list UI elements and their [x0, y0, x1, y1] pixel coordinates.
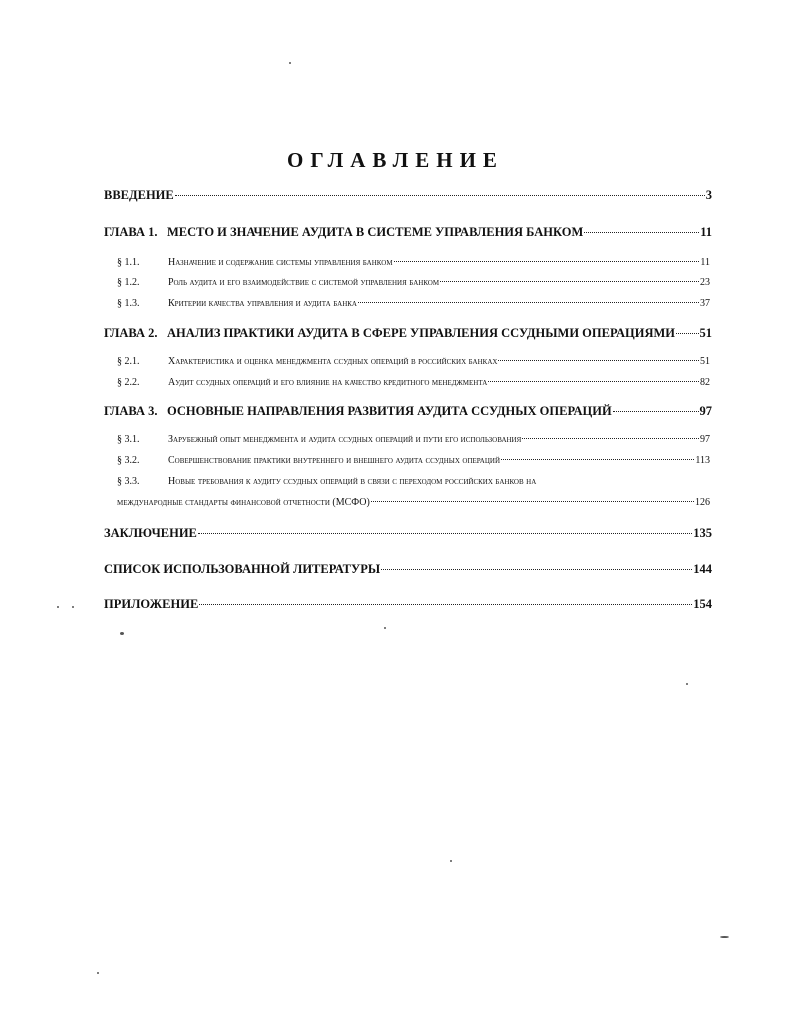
toc-entry-label: Характеристика и оценка менеджмента ссудных операций в российских банках	[168, 356, 498, 367]
toc-section-number: § 1.2.	[117, 277, 140, 288]
toc-page-number: 3	[705, 188, 712, 202]
toc-entry-label: ПРИЛОЖЕНИЕ	[104, 597, 199, 611]
toc-page-number: 82	[700, 377, 710, 388]
toc-page-number: 135	[693, 526, 712, 540]
toc-chapter-number: ГЛАВА 1.	[104, 225, 158, 239]
toc-section-number: § 1.1.	[117, 257, 140, 268]
toc-entry-chapter-3[interactable]	[104, 404, 712, 419]
scan-speck	[450, 860, 452, 862]
dot-leader	[371, 501, 694, 502]
toc-entry-conclusion[interactable]	[104, 526, 712, 541]
toc-entry-section-1-2[interactable]	[117, 277, 710, 288]
toc-entry-label: Совершенствование практики внутреннего и внешнего аудита ссудных операций	[168, 455, 501, 466]
toc-entry-chapter-2[interactable]	[104, 326, 712, 341]
toc-entry-chapter-1[interactable]	[104, 225, 712, 240]
toc-entry-label: ВВЕДЕНИЕ	[104, 188, 174, 202]
toc-section-number: § 3.1.	[117, 434, 140, 445]
toc-entry-label: АНАЛИЗ ПРАКТИКИ АУДИТА В СФЕРЕ УПРАВЛЕНИЯ ССУДНЫМИ ОПЕРАЦИЯМИ	[167, 326, 676, 340]
dot-leader	[501, 459, 694, 460]
toc-page-number: 154	[693, 597, 712, 611]
scan-speck	[720, 936, 729, 938]
toc-section-number: § 1.3.	[117, 298, 140, 309]
toc-section-number: § 2.2.	[117, 377, 140, 388]
toc-entry-section-1-1[interactable]	[117, 257, 710, 268]
dot-leader	[584, 232, 699, 233]
dot-leader	[358, 302, 699, 303]
toc-page-number: 51	[700, 356, 710, 367]
toc-entry-section-3-1[interactable]	[117, 434, 710, 445]
toc-page-number: 51	[699, 326, 712, 340]
toc-entry-label-continued: международные стандарты финансовой отчетности (МСФО)	[117, 497, 370, 508]
toc-entry-label: Роль аудита и его взаимодействие с системой управления банком	[168, 277, 440, 288]
dot-leader	[381, 569, 692, 570]
toc-entry-section-3-3-line2[interactable]	[117, 497, 710, 508]
page-title: ОГЛАВЛЕНИЕ	[287, 148, 504, 172]
toc-page-number: 97	[700, 434, 710, 445]
dot-leader	[198, 533, 692, 534]
toc-page-number: 23	[700, 277, 710, 288]
toc-section-number: § 3.2.	[117, 455, 140, 466]
toc-entry-label: Аудит ссудных операций и его влияние на качество кредитного менеджмента	[168, 377, 488, 388]
toc-page-number: 37	[700, 298, 710, 309]
scan-speck	[72, 606, 74, 608]
dot-leader	[488, 381, 699, 382]
toc-entry-label: Критерии качества управления и аудита банка	[168, 298, 357, 309]
scan-speck	[57, 606, 59, 608]
dot-leader	[175, 195, 705, 196]
toc-entry-bibliography[interactable]	[104, 562, 712, 577]
toc-page-number: 11	[700, 225, 712, 239]
dot-leader	[522, 438, 699, 439]
toc-entry-label: ОСНОВНЫЕ НАПРАВЛЕНИЯ РАЗВИТИЯ АУДИТА ССУДНЫХ ОПЕРАЦИЙ	[167, 404, 612, 418]
toc-section-number: § 3.3.	[117, 476, 140, 487]
toc-page-number: 144	[693, 562, 712, 576]
toc-entry-section-2-2[interactable]	[117, 377, 710, 388]
toc-entry-label: Новые требования к аудиту ссудных операций в связи с переходом российских банков на	[168, 476, 537, 487]
toc-entry-introduction[interactable]	[104, 188, 712, 203]
dot-leader	[676, 333, 698, 334]
toc-entry-label: ЗАКЛЮЧЕНИЕ	[104, 526, 197, 540]
toc-section-number: § 2.1.	[117, 356, 140, 367]
toc-page-number: 11	[700, 257, 710, 268]
toc-entry-appendix[interactable]	[104, 597, 712, 612]
toc-entry-label: Зарубежный опыт менеджмента и аудита ссудных операций и пути его использования	[168, 434, 522, 445]
dot-leader	[440, 281, 699, 282]
toc-entry-label: МЕСТО И ЗНАЧЕНИЕ АУДИТА В СИСТЕМЕ УПРАВЛЕНИЯ БАНКОМ	[167, 225, 584, 239]
scan-speck	[289, 62, 291, 64]
scan-speck	[120, 632, 124, 635]
toc-entry-section-3-2[interactable]	[117, 455, 710, 466]
dot-leader	[199, 604, 692, 605]
scan-speck	[384, 627, 386, 629]
dot-leader	[394, 261, 700, 262]
toc-page-number: 126	[695, 497, 710, 508]
dot-leader	[498, 360, 699, 361]
toc-chapter-number: ГЛАВА 3.	[104, 404, 158, 418]
toc-entry-section-2-1[interactable]	[117, 356, 710, 367]
scan-speck	[686, 683, 688, 685]
toc-entry-label: СПИСОК ИСПОЛЬЗОВАННОЙ ЛИТЕРАТУРЫ	[104, 562, 381, 576]
toc-entry-label: Назначение и содержание системы управления банком	[168, 257, 393, 268]
scan-speck	[97, 972, 99, 974]
toc-page-number: 113	[695, 455, 710, 466]
toc-entry-section-3-3-line1[interactable]	[117, 476, 536, 487]
toc-entry-section-1-3[interactable]	[117, 298, 710, 309]
toc-chapter-number: ГЛАВА 2.	[104, 326, 158, 340]
dot-leader	[613, 411, 699, 412]
toc-page-number: 97	[699, 404, 712, 418]
